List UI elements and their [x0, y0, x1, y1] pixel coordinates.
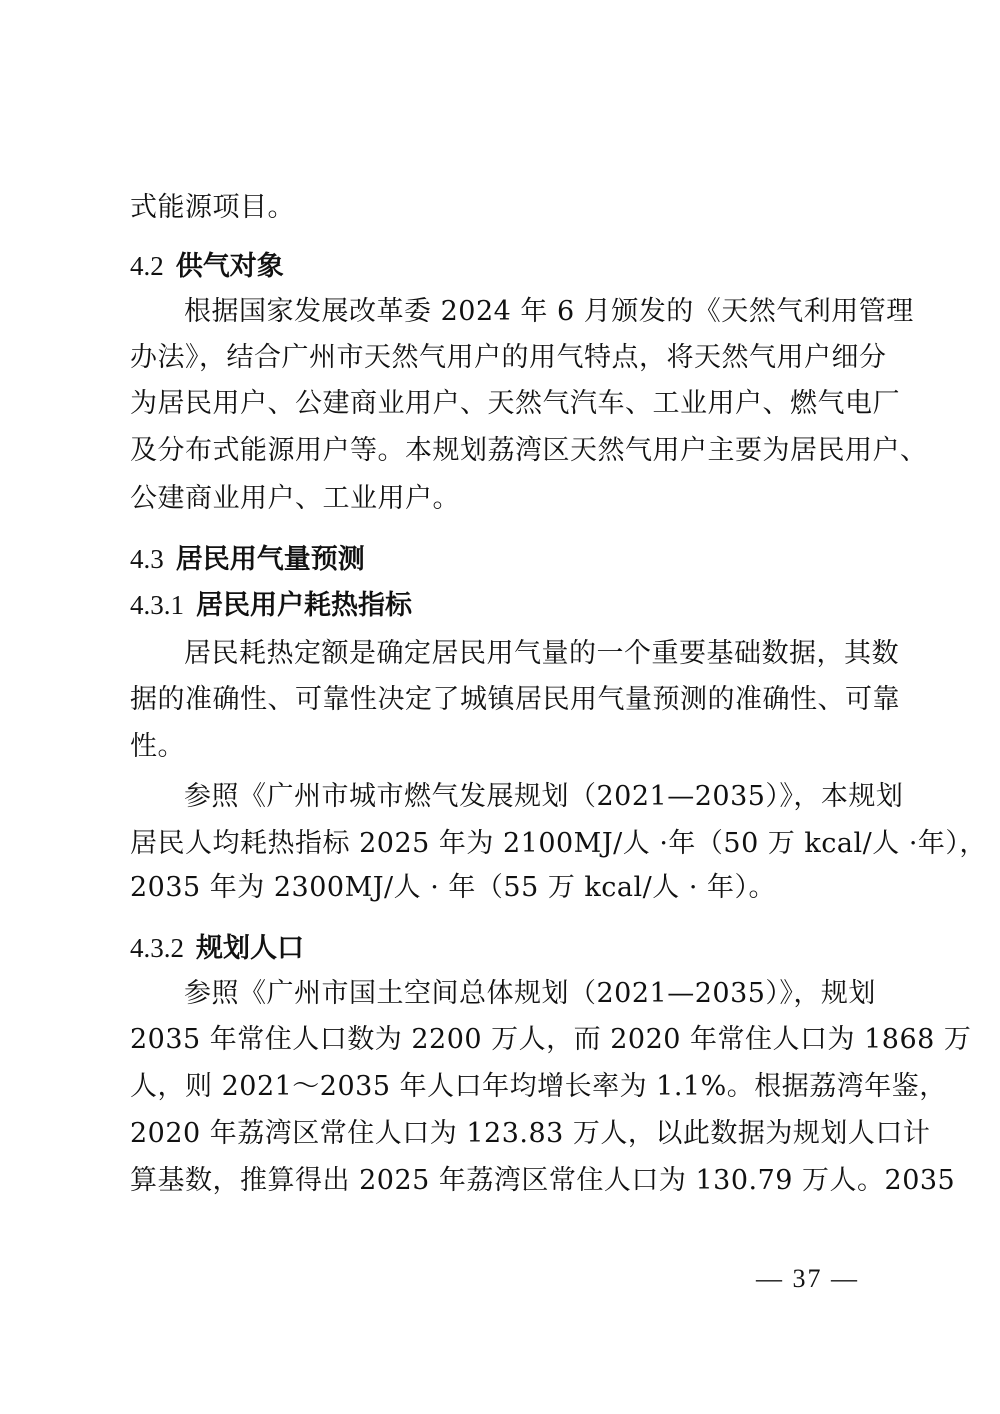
page-number: — 37 —	[756, 1264, 859, 1293]
section-number: 4.2	[130, 251, 164, 281]
paragraph-line: 2035 年常住人口数为 2200 万人，而 2020 年常住人口为 1868 万	[130, 1024, 972, 1055]
paragraph-line: 式能源项目。	[130, 192, 295, 223]
paragraph-line: 性。	[130, 731, 185, 762]
section-number: 4.3	[130, 544, 164, 574]
paragraph-line: 参照《广州市国土空间总体规划（2021—2035）》，规划	[184, 978, 876, 1009]
paragraph-line: 据的准确性、可靠性决定了城镇居民用气量预测的准确性、可靠	[130, 684, 900, 715]
paragraph-line: 及分布式能源用户等。本规划荔湾区天然气用户主要为居民用户、	[130, 435, 928, 466]
section-title: 居民用户耗热指标	[196, 590, 412, 621]
section-title: 供气对象	[175, 251, 284, 282]
paragraph-line: 办法》，结合广州市天然气用户的用气特点，将天然气用户细分	[130, 342, 887, 373]
section-heading-4-3-1	[130, 583, 412, 627]
section-heading-4-3-2	[130, 926, 304, 970]
section-title: 规划人口	[196, 933, 304, 964]
paragraph-line: 居民耗热定额是确定居民用气量的一个重要基础数据，其数	[184, 638, 899, 669]
section-heading-4-2	[130, 244, 284, 288]
section-number: 4.3.2	[130, 933, 184, 963]
section-number: 4.3.1	[130, 590, 184, 620]
paragraph-line: 居民人均耗热指标 2025 年为 2100MJ/人 ·年（50 万 kcal/人 ·年），	[130, 828, 987, 859]
paragraph-line: 人，则 2021～2035 年人口年均增长率为 1.1%。根据荔湾年鉴，	[130, 1071, 947, 1102]
paragraph-line: 公建商业用户、工业用户。	[130, 483, 460, 514]
paragraph-line: 参照《广州市城市燃气发展规划（2021—2035）》，本规划	[184, 781, 904, 812]
section-heading-4-3	[130, 537, 365, 581]
paragraph-line: 根据国家发展改革委 2024 年 6 月颁发的《天然气利用管理	[184, 296, 914, 327]
paragraph-line: 算基数，推算得出 2025 年荔湾区常住人口为 130.79 万人。2035	[130, 1165, 956, 1196]
paragraph-line: 为居民用户、公建商业用户、天然气汽车、工业用户、燃气电厂	[130, 388, 900, 419]
section-title: 居民用气量预测	[175, 544, 365, 575]
paragraph-line: 2020 年荔湾区常住人口为 123.83 万人，以此数据为规划人口计	[130, 1118, 931, 1149]
paragraph-line: 2035 年为 2300MJ/人 · 年（55 万 kcal/人 · 年）。	[130, 872, 776, 903]
